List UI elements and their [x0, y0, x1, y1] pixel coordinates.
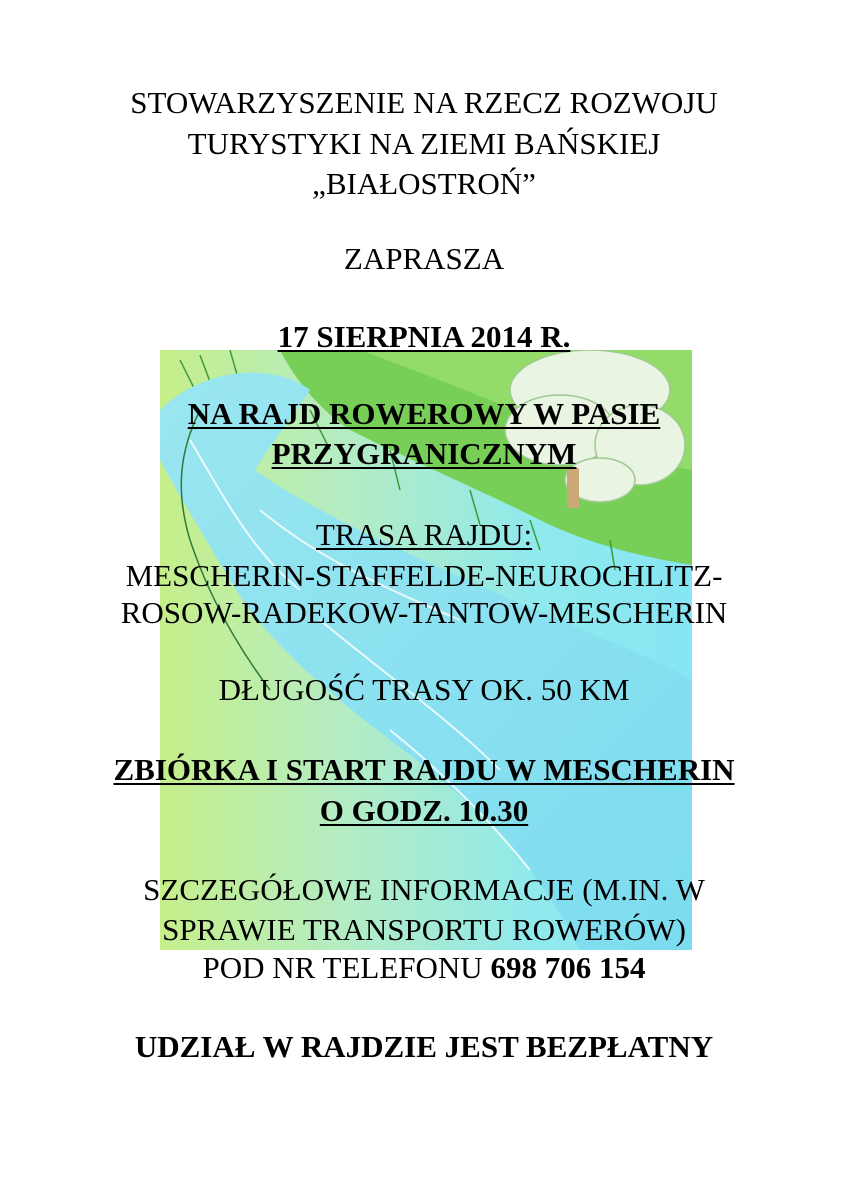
organization-name-line2: TURYSTYKI NA ZIEMI BAŃSKIEJ	[187, 126, 661, 161]
free-participation-note: UDZIAŁ W RAJDZIE JEST BEZPŁATNY	[134, 1029, 714, 1064]
meeting-line2	[0, 793, 848, 829]
info-line2: SPRAWIE TRANSPORTU ROWERÓW)	[162, 912, 686, 947]
route-label-text: TRASA RAJDU:	[315, 517, 533, 552]
event-date	[0, 319, 848, 355]
info-line1: SZCZEGÓŁOWE INFORMACJE (M.IN. W	[143, 872, 705, 907]
route-length: DŁUGOŚĆ TRASY OK. 50 KM	[218, 672, 630, 707]
route-line1: MESCHERIN-STAFFELDE-NEUROCHLITZ-	[125, 558, 723, 593]
event-title-line1	[0, 396, 848, 432]
event-date-text: 17 SIERPNIA 2014 R.	[277, 319, 571, 354]
organization-name-line1: STOWARZYSZENIE NA RZECZ ROZWOJU	[130, 85, 718, 120]
route-label	[0, 517, 848, 553]
phone-number[interactable]: 698 706 154	[490, 950, 646, 985]
info-phone-prefix: POD NR TELEFONU	[202, 950, 491, 985]
meeting-line2-text: O GODZ. 10.30	[319, 793, 529, 828]
route-line2: ROSOW-RADEKOW-TANTOW-MESCHERIN	[120, 595, 728, 630]
invitation-text: ZAPRASZA	[343, 241, 505, 276]
event-title-line2-text: PRZYGRANICZNYM	[271, 436, 577, 471]
event-title-line1-text: NA RAJD ROWEROWY W PASIE	[187, 396, 661, 431]
meeting-line1	[0, 752, 848, 788]
info-line3	[0, 950, 848, 986]
tree-trunk	[567, 468, 579, 508]
meeting-line1-text: ZBIÓRKA I START RAJDU W MESCHERIN	[113, 752, 735, 787]
organization-name-line3: „BIAŁOSTROŃ”	[312, 166, 536, 201]
event-title-line2	[0, 436, 848, 472]
